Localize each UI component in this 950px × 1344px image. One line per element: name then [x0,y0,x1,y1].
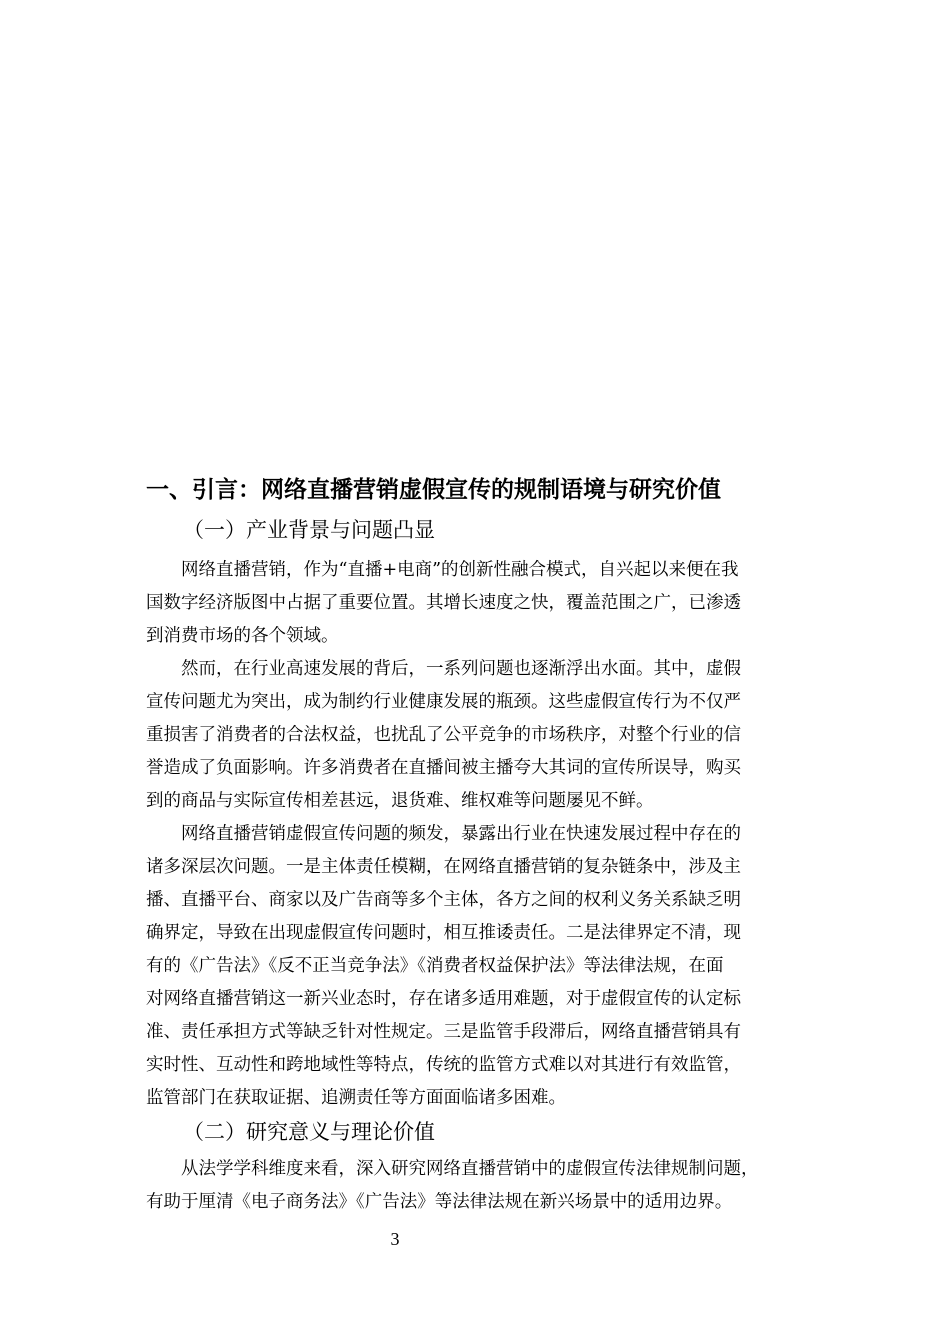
page-number: 3 [390,1229,400,1249]
paragraph-deep-issues [146,818,806,1115]
paragraph-line: 确界定，导致在出现虚假宣传问题时，相互推诿责任。二是法律界定不清，现 [146,923,741,943]
paragraph-industry-intro [146,554,806,653]
paragraph-line: 到消费市场的各个领域。 [146,626,339,646]
subsection-heading-significance: （二）研究意义与理论价值 [183,1120,435,1144]
paragraph-false-advertising-problem [146,653,806,818]
paragraph-line: 播、直播平台、商家以及广告商等多个主体，各方之间的权利义务关系缺乏明 [146,890,741,910]
subsection-heading-background: （一）产业背景与问题凸显 [183,518,435,542]
paragraph-line: 国数字经济版图中占据了重要位置。其增长速度之快，覆盖范围之广，已渗透 [146,593,741,613]
paragraph-line: 誉造成了负面影响。许多消费者在直播间被主播夸大其词的宣传所误导，购买 [146,758,741,778]
paragraph-line: 有助于厘清《电子商务法》《广告法》等法律法规在新兴场景中的适用边界。 [146,1192,733,1212]
paragraph-line: 准、责任承担方式等缺乏针对性规定。三是监管手段滞后，网络直播营销具有 [146,1022,741,1042]
paragraph-line: 有的《广告法》《反不正当竞争法》《消费者权益保护法》等法律法规，在面 [146,956,724,976]
paragraph-line: 监管部门在获取证据、追溯责任等方面面临诸多困难。 [146,1088,566,1108]
paragraph-line: 实时性、互动性和跨地域性等特点，传统的监管方式难以对其进行有效监管， [146,1055,741,1075]
paragraph-line: 诸多深层次问题。一是主体责任模糊，在网络直播营销的复杂链条中，涉及主 [146,857,741,877]
paragraph-line: 到的商品与实际宣传相差甚远，退货难、维权难等问题屡见不鲜。 [146,791,654,811]
paragraph-line: 重损害了消费者的合法权益，也扰乱了公平竞争的市场秩序，对整个行业的信 [146,725,741,745]
paragraph-legal-significance [146,1153,806,1219]
section-heading: 一、引言：网络直播营销虚假宣传的规制语境与研究价值 [146,477,721,503]
paragraph-line: 对网络直播营销这一新兴业态时，存在诸多适用难题，对于虚假宣传的认定标 [146,989,741,1009]
paragraph-line: 然而，在行业高速发展的背后，一系列问题也逐渐浮出水面。其中，虚假 [181,659,741,679]
paragraph-line: 网络直播营销，作为“直播+电商”的创新性融合模式，自兴起以来便在我 [181,560,739,580]
paragraph-line: 从法学学科维度来看，深入研究网络直播营销中的虚假宣传法律规制问题， [181,1159,759,1179]
paragraph-line: 宣传问题尤为突出，成为制约行业健康发展的瓶颈。这些虚假宣传行为不仅严 [146,692,741,712]
paragraph-line: 网络直播营销虚假宣传问题的频发，暴露出行业在快速发展过程中存在的 [181,824,741,844]
